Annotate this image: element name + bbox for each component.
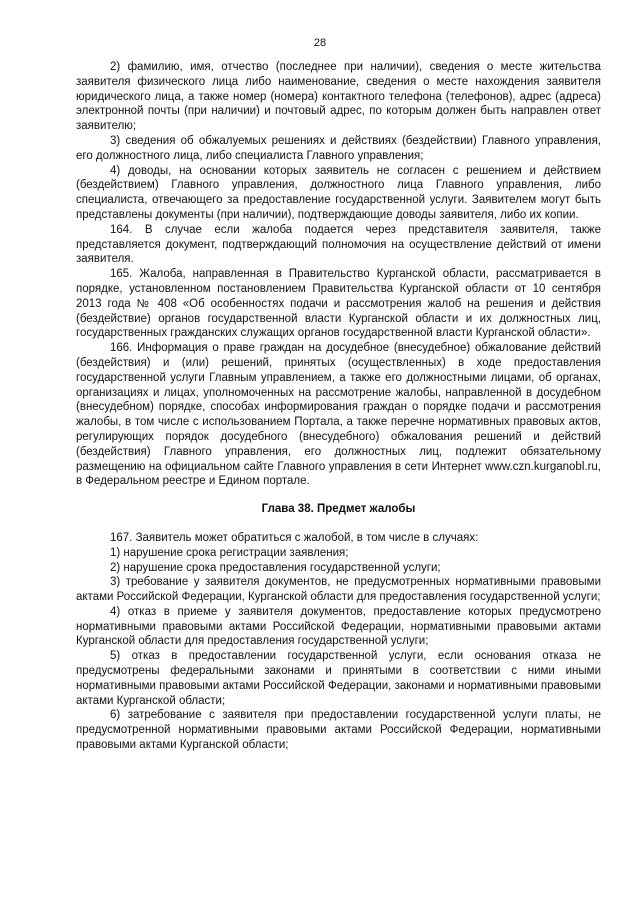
- list-item-3: 3) требование у заявителя документов, не предусмотренных нормативными правовыми актами Российской Федерации, Курганской области для предоставления государственной услуги;: [76, 576, 601, 604]
- page-number: 28: [313, 37, 327, 49]
- list-item-6: 6) затребование с заявителя при предоставлении государственной услуги платы, не предусмотренной нормативными правовыми актами Российской Федерации, нормативными правовыми актами Курганской области;: [76, 709, 601, 752]
- paragraph-item-3-appealed-decisions: 3) сведения об обжалуемых решениях и действиях (бездействии) Главного управления, его должностного лица, либо специалиста Главного управления;: [76, 134, 601, 162]
- chapter-heading: Глава 38. Предмет жалобы: [261, 503, 416, 516]
- paragraph-167: 167. Заявитель может обратиться с жалобой, в том числе в случаях:: [110, 531, 479, 544]
- paragraph-164: 164. В случае если жалоба подается через представителя заявителя, также представляется документ, подтверждающий полномочия на осуществление действий от имени заявителя.: [76, 223, 601, 266]
- list-item-1: 1) нарушение срока регистрации заявления;: [110, 546, 349, 559]
- list-item-2: 2) нарушение срока предоставления государственной услуги;: [110, 561, 441, 574]
- paragraph-item-2-applicant-details: 2) фамилию, имя, отчество (последнее при наличии), сведения о месте жительства заявителя физического лица либо наименование, сведения о месте нахождения заявителя юридического лица, а также номер (номера) контактного телефона (телефонов), адрес (адреса) электронной почты (при наличии) и почтовый адрес, по которым должен быть направлен ответ заявителю;: [76, 61, 601, 133]
- list-item-5: 5) отказ в предоставлении государственной услуги, если основания отказа не предусмотрены федеральными законами и принятыми в соответствии с ними иными нормативными правовыми актами Российской Федерации, законами и нормативными правовыми актами Курганской области;: [76, 650, 601, 707]
- document-body: [76, 60, 601, 753]
- paragraph-166: 166. Информация о праве граждан на досудебное (внесудебное) обжалование действий (бездействия) и (или) решений, принятых (осуществленных) в ходе предоставления государственной услуги Главным управлением, а также его должностными лицами, об органах, организациях и лицах, уполномоченных на рассмотрение жалобы, направленной в досудебном (внесудебном) порядке, способах информирования граждан о порядке подачи и рассмотрения жалобы, в том числе с использованием Портала, а также перечне нормативных правовых актов, регулирующих порядок досудебного (внесудебного) обжалования решений и действий (бездействия) Главного управления, его должностных лиц, подлежит обязательному размещению на официальном сайте Главного управления в сети Интернет www.czn.kurganobl.ru, в Федеральном реестре и Едином портале.: [76, 342, 601, 488]
- paragraph-item-4-arguments: 4) доводы, на основании которых заявитель не согласен с решением и действием (бездействием) Главного управления, должностного лица Главного управления, либо специалиста, отвечающего за предоставление государственной услуги. Заявителем могут быть представлены документы (при наличии), подтверждающие доводы заявителя, либо их копии.: [76, 164, 601, 221]
- list-item-4: 4) отказ в приеме у заявителя документов, предоставление которых предусмотрено нормативными правовыми актами Российской Федерации, нормативными правовыми актами Курганской области для предоставления государственной услуги;: [76, 605, 601, 648]
- paragraph-165: 165. Жалоба, направленная в Правительство Курганской области, рассматривается в порядке, установленном постановлением Правительства Курганской области от 10 сентября 2013 года № 408 «Об особенностях подачи и рассмотрения жалоб на решения и действия (бездействие) органов государственной власти Курганской области и их должностных лиц, государственных гражданских служащих органов государственной власти Курганской области».: [76, 268, 601, 340]
